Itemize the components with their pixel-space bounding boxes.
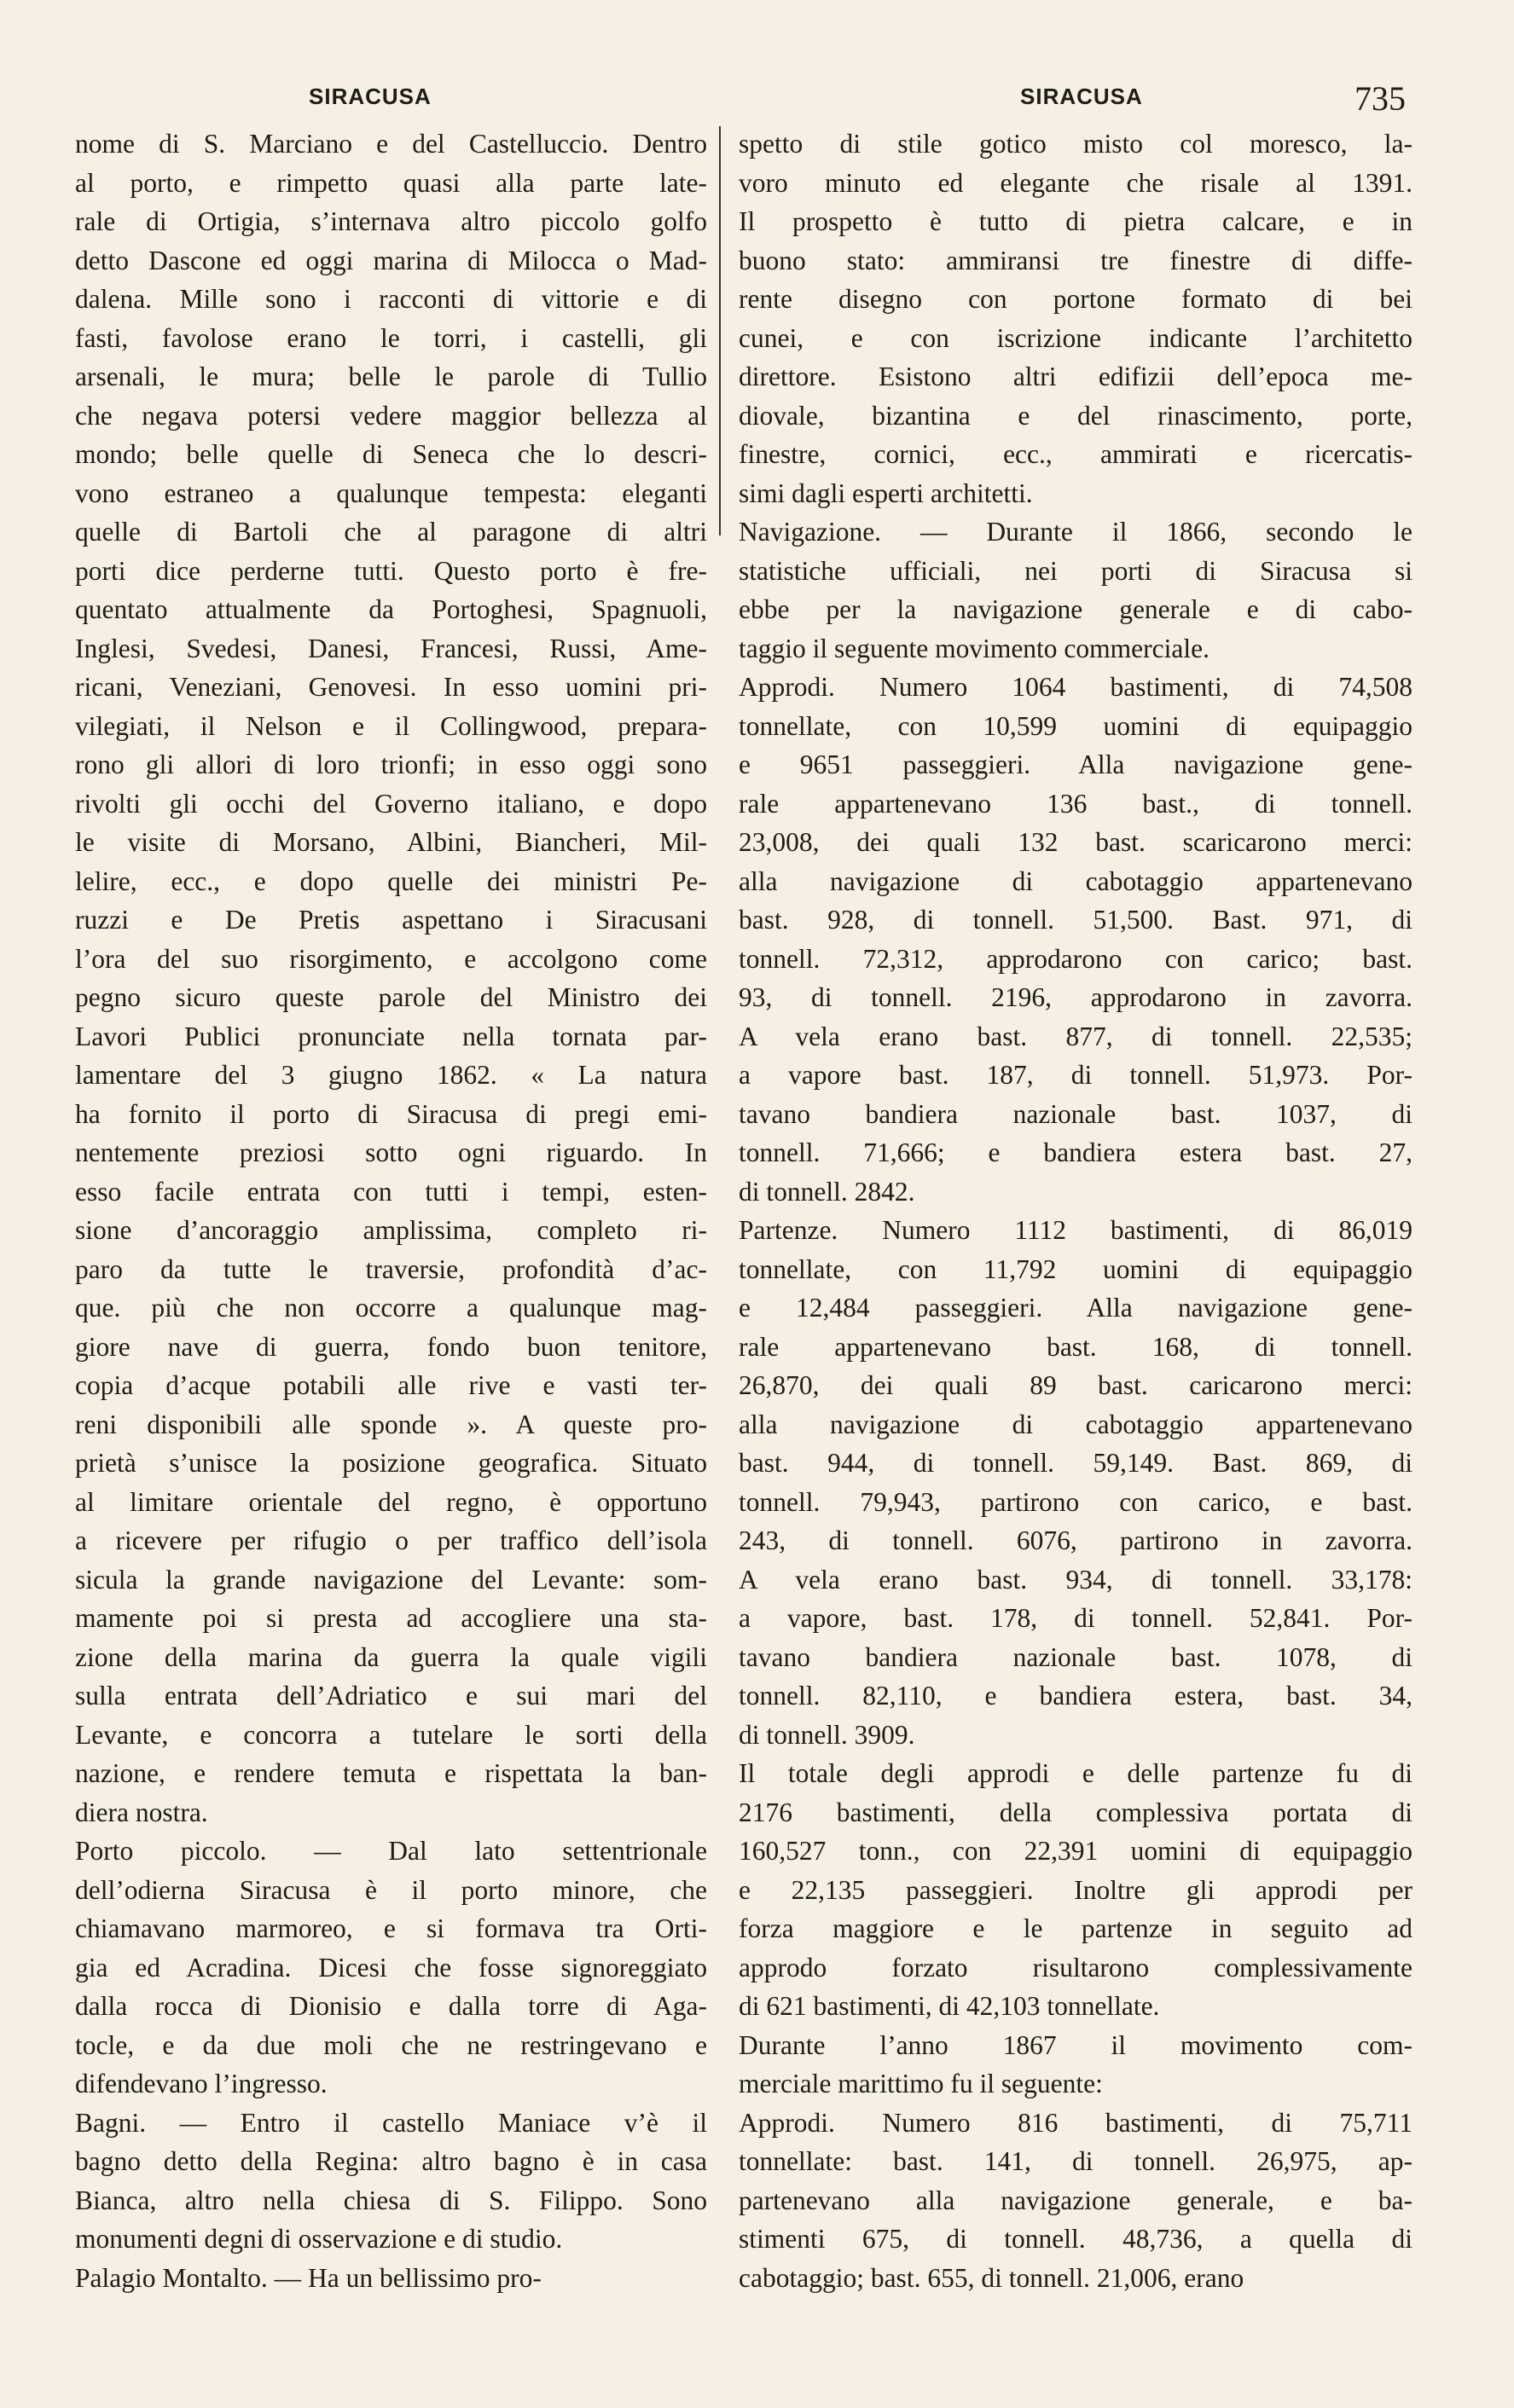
- text-line: copia d’acque potabili alle rive e vasti ter-: [75, 1370, 707, 1400]
- text-line: vono estraneo a qualunque tempesta: eleganti: [75, 478, 707, 508]
- text-line: ebbe per la navigazione generale e di cabo-: [739, 594, 1412, 624]
- text-line: arsenali, le mura; belle le parole di Tullio: [75, 362, 707, 391]
- text-line: taggio il seguente movimento commerciale.: [739, 633, 1209, 663]
- text-line: che negava potersi vedere maggior bellezza al: [75, 400, 707, 431]
- text-line: Porto piccolo. — Dal lato settentrionale: [75, 1836, 707, 1866]
- text-line: buono stato: ammiransi tre finestre di diffe-: [739, 245, 1412, 275]
- text-line: Partenze. Numero 1112 bastimenti, di 86,019: [739, 1215, 1412, 1245]
- text-line: quentato attualmente da Portoghesi, Spagnuoli,: [75, 594, 707, 624]
- text-line: rale appartenevano 136 bast., di tonnell.: [739, 788, 1412, 819]
- text-line: dalla rocca di Dionisio e dalla torre di Aga-: [75, 1991, 707, 2021]
- text-line: Approdi. Numero 816 bastimenti, di 75,711: [739, 2107, 1412, 2138]
- text-line: 26,870, dei quali 89 bast. caricarono merci:: [739, 1370, 1412, 1400]
- text-line: di 621 bastimenti, di 42,103 tonnellate.: [739, 1991, 1160, 2021]
- text-line: lamentare del 3 giugno 1862. « La natura: [75, 1060, 707, 1090]
- text-line: fasti, favolose erano le torri, i castelli, gli: [75, 322, 707, 353]
- text-line: tocle, e da due moli che ne restringevano e: [75, 2029, 707, 2060]
- text-line: alla navigazione di cabotaggio appartenevano: [739, 865, 1412, 896]
- text-line: prietà s’unisce la posizione geografica. Situato: [75, 1448, 707, 1478]
- text-line: vilegiati, il Nelson e il Collingwood, prepara-: [75, 710, 707, 741]
- text-line: mondo; belle quelle di Seneca che lo descri-: [75, 439, 707, 469]
- text-line: Approdi. Numero 1064 bastimenti, di 74,508: [739, 672, 1412, 702]
- text-line: sulla entrata dell’Adriatico e sui mari del: [75, 1681, 707, 1710]
- text-line: tonnell. 72,312, approdarono con carico; bast.: [739, 943, 1412, 974]
- text-line: partenevano alla navigazione generale, e ba-: [739, 2185, 1412, 2215]
- text-line: A vela erano bast. 934, di tonnell. 33,178:: [739, 1564, 1412, 1595]
- text-line: 23,008, dei quali 132 bast. scaricarono merci:: [739, 827, 1412, 857]
- text-line: alla navigazione di cabotaggio appartenevano: [739, 1409, 1412, 1439]
- text-line: stimenti 675, di tonnell. 48,736, a quella di: [739, 2224, 1412, 2254]
- text-line: al limitare orientale del regno, è opportuno: [75, 1486, 707, 1517]
- text-line: tonnell. 79,943, partirono con carico, e bast.: [739, 1486, 1412, 1517]
- text-line: direttore. Esistono altri edifizii dell’epoca me-: [739, 362, 1412, 391]
- text-line: Bianca, altro nella chiesa di S. Filippo. Sono: [75, 2185, 707, 2215]
- text-line: Il prospetto è tutto di pietra calcare, e in: [739, 206, 1412, 236]
- text-line: 243, di tonnell. 6076, partirono in zavorra.: [739, 1525, 1412, 1555]
- text-line: ha fornito il porto di Siracusa di pregi emi-: [75, 1098, 707, 1129]
- text-line: ricani, Veneziani, Genovesi. In esso uomini pri-: [75, 672, 707, 702]
- text-line: e 9651 passeggieri. Alla navigazione gene-: [739, 750, 1412, 779]
- text-line: rono gli allori di loro trionfi; in esso oggi sono: [75, 750, 707, 779]
- text-line: spetto di stile gotico misto col moresco, la-: [739, 129, 1412, 159]
- text-line: sione d’ancoraggio amplissima, completo ri-: [75, 1215, 707, 1245]
- text-line: Navigazione. — Durante il 1866, secondo le: [739, 517, 1412, 547]
- text-line: al porto, e rimpetto quasi alla parte late-: [75, 167, 707, 198]
- text-line: a vapore, bast. 178, di tonnell. 52,841. Por-: [739, 1603, 1412, 1633]
- text-line: gia ed Acradina. Dicesi che fosse signoreggiato: [75, 1952, 707, 1983]
- text-line: diera nostra.: [75, 1797, 208, 1827]
- text-line: rale di Ortigia, s’internava altro piccolo golfo: [75, 206, 707, 236]
- text-line: finestre, cornici, ecc., ammirati e ricercatis-: [739, 439, 1412, 469]
- text-line: detto Dascone ed oggi marina di Milocca o Mad-: [75, 245, 707, 275]
- text-line: tonnellate, con 10,599 uomini di equipaggio: [739, 710, 1412, 741]
- text-line: tonnellate: bast. 141, di tonnell. 26,975, ap-: [739, 2146, 1412, 2176]
- text-line: ruzzi e De Pretis aspettano i Siracusani: [75, 905, 707, 935]
- left-column: [75, 124, 707, 2297]
- text-line: voro minuto ed elegante che risale al 1391.: [739, 167, 1412, 198]
- text-line: zione della marina da guerra la quale vigili: [75, 1641, 707, 1672]
- text-line: forza maggiore e le partenze in seguito ad: [739, 1913, 1412, 1943]
- text-line: Palagio Montalto. — Ha un bellissimo pro-: [75, 2262, 542, 2293]
- text-line: 93, di tonnell. 2196, approdarono in zavorra.: [739, 982, 1412, 1012]
- column-divider: [719, 126, 721, 535]
- text-line: Il totale degli approdi e delle partenze fu di: [739, 1758, 1412, 1788]
- text-line: monumenti degni di osservazione e di studio.: [75, 2224, 563, 2254]
- text-line: porti dice perderne tutti. Questo porto è fre-: [75, 555, 707, 586]
- text-line: le visite di Morsano, Albini, Biancheri, Mil-: [75, 827, 707, 857]
- text-line: Inglesi, Svedesi, Danesi, Francesi, Russi, Ame-: [75, 633, 707, 663]
- text-line: dalena. Mille sono i racconti di vittorie e di: [75, 284, 707, 314]
- text-line: Levante, e concorra a tutelare le sorti della: [75, 1719, 707, 1750]
- text-line: e 12,484 passeggieri. Alla navigazione gene-: [739, 1293, 1412, 1323]
- text-line: tonnell. 82,110, e bandiera estera, bast. 34,: [739, 1681, 1412, 1710]
- text-line: nentemente preziosi sotto ogni riguardo. In: [75, 1137, 707, 1167]
- text-line: di tonnell. 2842.: [739, 1176, 915, 1207]
- text-line: statistiche ufficiali, nei porti di Siracusa si: [739, 555, 1412, 586]
- text-line: quelle di Bartoli che al paragone di altri: [75, 517, 707, 547]
- text-line: sicula la grande navigazione del Levante: som-: [75, 1564, 707, 1595]
- running-header-left: SIRACUSA: [309, 84, 432, 109]
- text-line: di tonnell. 3909.: [739, 1719, 915, 1750]
- text-line: reni disponibili alle sponde ». A queste pro-: [75, 1409, 707, 1439]
- text-line: diovale, bizantina e del rinascimento, porte,: [739, 400, 1412, 431]
- text-line: bast. 944, di tonnell. 59,149. Bast. 869, di: [739, 1448, 1412, 1478]
- text-line: tonnell. 71,666; e bandiera estera bast. 27,: [739, 1137, 1412, 1167]
- running-header-right: SIRACUSA: [1020, 84, 1143, 109]
- text-line: 2176 bastimenti, della complessiva portata di: [739, 1797, 1412, 1827]
- text-line: pegno sicuro queste parole del Ministro dei: [75, 982, 707, 1012]
- text-line: bagno detto della Regina: altro bagno è in casa: [75, 2146, 707, 2176]
- text-line: e 22,135 passeggieri. Inoltre gli approdi per: [739, 1874, 1412, 1905]
- text-line: esso facile entrata con tutti i tempi, esten-: [75, 1176, 707, 1207]
- text-line: giore nave di guerra, fondo buon tenitore,: [75, 1331, 707, 1362]
- text-line: nome di S. Marciano e del Castelluccio. Dentro: [75, 129, 707, 159]
- text-line: Lavori Publici pronunciate nella tornata par-: [75, 1021, 707, 1051]
- text-line: chiamavano marmoreo, e si formava tra Orti-: [75, 1913, 707, 1943]
- text-line: tavano bandiera nazionale bast. 1078, di: [739, 1641, 1412, 1672]
- text-line: tavano bandiera nazionale bast. 1037, di: [739, 1098, 1412, 1129]
- text-line: mamente poi si presta ad accogliere una sta-: [75, 1603, 707, 1633]
- text-line: simi dagli esperti architetti.: [739, 478, 1033, 508]
- text-line: lelire, ecc., e dopo quelle dei ministri Pe-: [75, 865, 707, 896]
- text-line: a ricevere per rifugio o per traffico dell’isola: [75, 1525, 707, 1555]
- text-line: Bagni. — Entro il castello Maniace v’è il: [75, 2107, 707, 2138]
- text-line: rale appartenevano bast. 168, di tonnell.: [739, 1331, 1412, 1362]
- text-line: merciale marittimo fu il seguente:: [739, 2069, 1103, 2098]
- right-column: [739, 124, 1412, 2297]
- page-number: 735: [1354, 79, 1406, 118]
- text-line: Durante l’anno 1867 il movimento com-: [739, 2029, 1412, 2060]
- text-line: rivolti gli occhi del Governo italiano, e dopo: [75, 788, 707, 819]
- text-line: l’ora del suo risorgimento, e accolgono come: [75, 943, 707, 974]
- text-line: nazione, e rendere temuta e rispettata la ban-: [75, 1758, 707, 1788]
- text-line: rente disegno con portone formato di bei: [739, 284, 1412, 314]
- text-line: dell’odierna Siracusa è il porto minore, che: [75, 1874, 707, 1905]
- text-line: A vela erano bast. 877, di tonnell. 22,535;: [739, 1021, 1412, 1051]
- text-line: cabotaggio; bast. 655, di tonnell. 21,006, erano: [739, 2262, 1244, 2293]
- text-line: 160,527 tonn., con 22,391 uomini di equipaggio: [739, 1836, 1412, 1866]
- text-line: paro da tutte le traversie, profondità d’ac-: [75, 1253, 707, 1284]
- text-line: approdo forzato risultarono complessivamente: [739, 1952, 1412, 1983]
- text-line: difendevano l’ingresso.: [75, 2069, 328, 2098]
- text-line: que. più che non occorre a qualunque mag-: [75, 1293, 707, 1323]
- text-line: bast. 928, di tonnell. 51,500. Bast. 971, di: [739, 905, 1412, 935]
- text-line: tonnellate, con 11,792 uomini di equipaggio: [739, 1253, 1412, 1284]
- text-line: cunei, e con iscrizione indicante l’architetto: [739, 322, 1412, 353]
- text-line: a vapore bast. 187, di tonnell. 51,973. Por-: [739, 1060, 1412, 1090]
